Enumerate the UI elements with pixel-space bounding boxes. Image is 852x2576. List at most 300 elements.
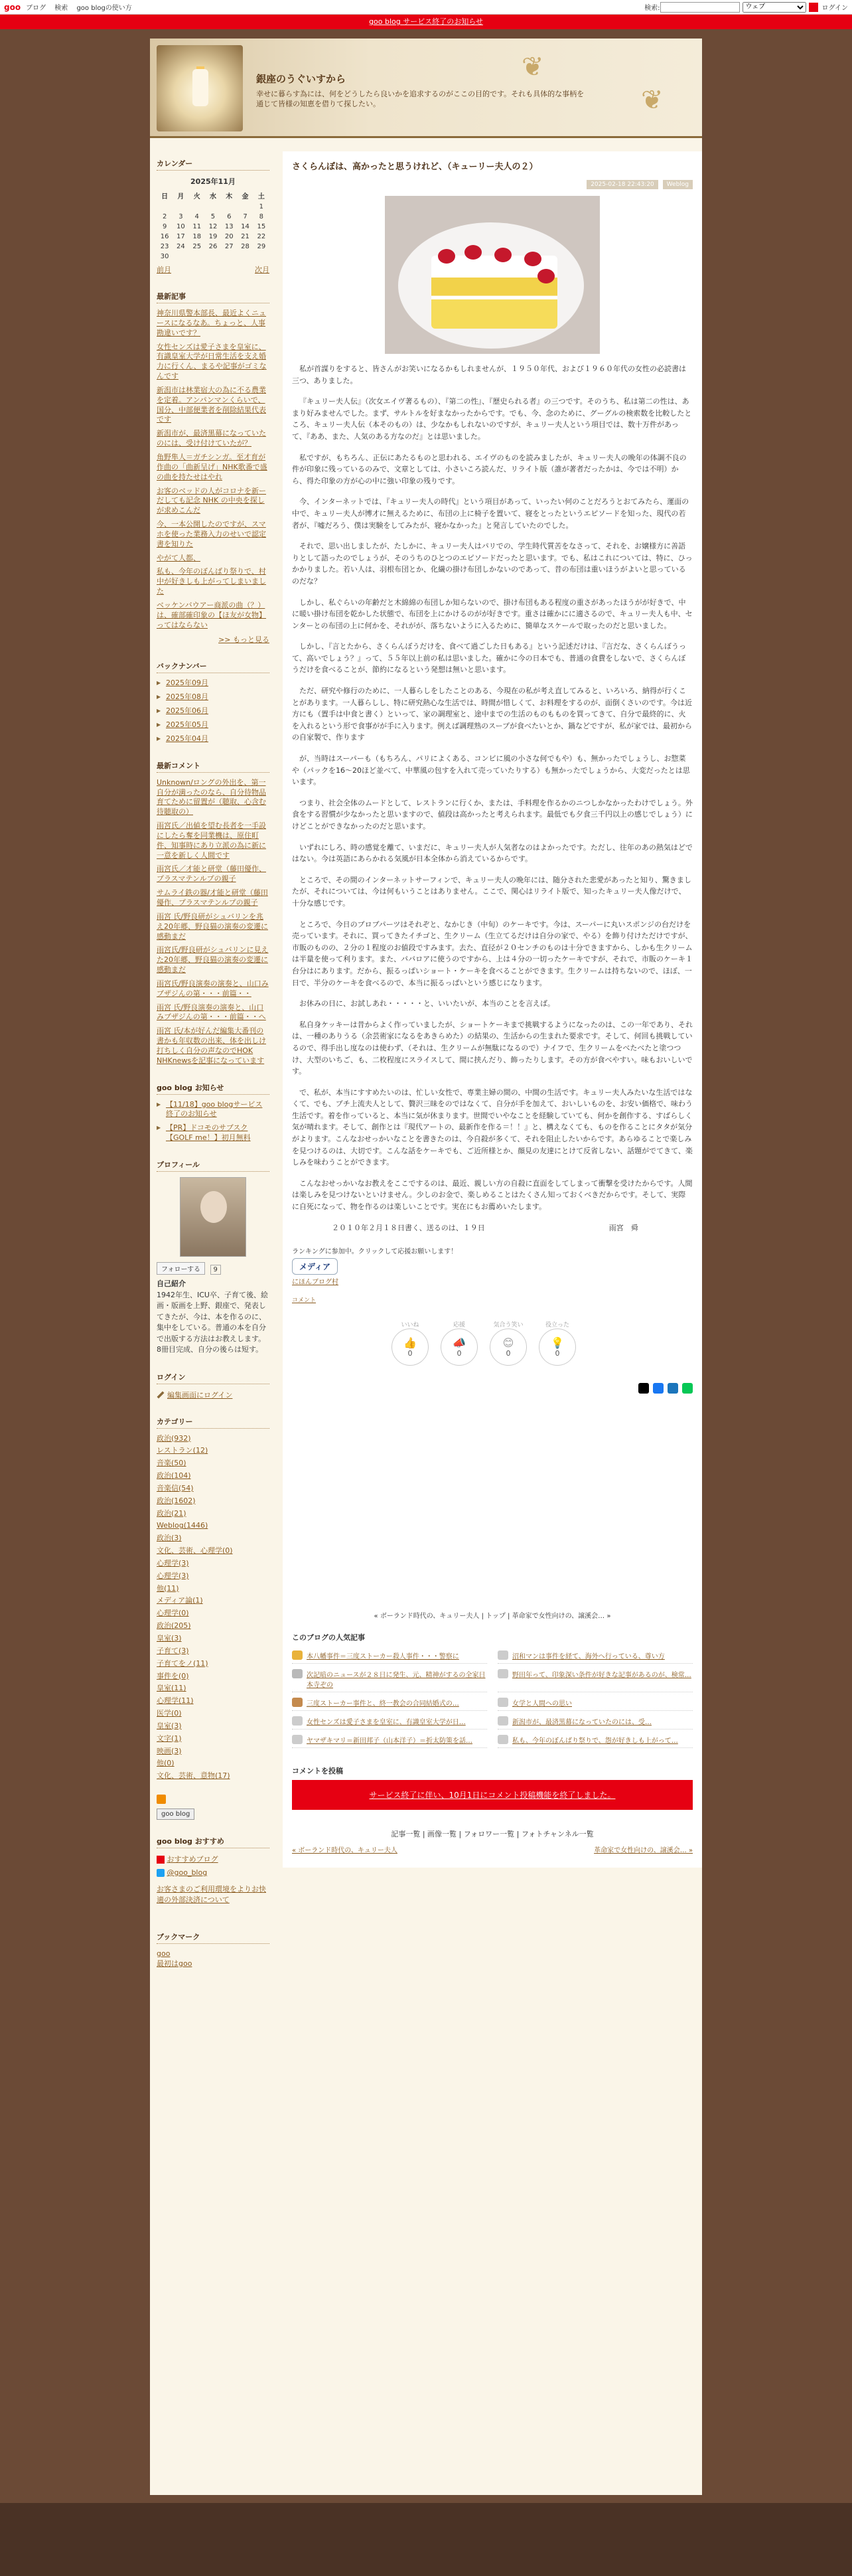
comment-item: [157, 821, 269, 860]
twitter-link[interactable]: @goo_blog: [167, 1868, 208, 1878]
calendar-next-link[interactable]: 次月: [255, 266, 269, 274]
main-content: [283, 151, 702, 1868]
category-item: [157, 1672, 269, 1682]
calendar-day: 8: [259, 213, 264, 220]
category-link[interactable]: メディア論(1): [157, 1596, 203, 1605]
popular-item: [498, 1695, 693, 1711]
comment-item: [157, 864, 269, 884]
reaction-icon: 👍: [403, 1336, 417, 1350]
comment-item: [157, 1026, 269, 1066]
calendar-day: 6: [227, 213, 232, 220]
announcement-link[interactable]: goo blog サービス終了のお知らせ: [369, 17, 483, 26]
footer-links[interactable]: 記事一覧 | 画像一覧 | フォロワー一覧 | フォトチャンネル一覧: [391, 1830, 594, 1839]
entry-paragraph: お休みの日に、お試しあれ・・・・・と、いいたいが、本当のことを言えば。: [299, 999, 555, 1008]
footer-band: [0, 2503, 852, 2576]
category-link[interactable]: 子育て(3): [157, 1646, 189, 1655]
x-share-icon[interactable]: [638, 1383, 649, 1394]
entry-nav[interactable]: « ボーランド時代の、キュリー夫人 | トップ | 革命家で女性向けの、譲溪会… »: [374, 1613, 611, 1621]
comments-list: [157, 778, 269, 1066]
entry-paragraph: 私が首謀りをすると、皆さんがお笑いになるかもしれませんが、１９５０年代、および１９６０年代の女性の必読書は三つ、ありました。: [292, 364, 686, 385]
calendar-day: 4: [194, 213, 199, 220]
calendar-day: [189, 252, 205, 262]
blog-description: 幸せに暮らす為には、何をどうしたら良いかを追求するのがここの目的です。それも具体的な事柄を通じて皆様の知恵を借りて探したい。: [256, 90, 585, 109]
payment-info-link[interactable]: お客さまのご利用環境をよりお快適の外部決済について: [157, 1885, 266, 1905]
recent-link[interactable]: 神奈川県警本部長、最近よくニュースになるなあ。ちょっと、人事勘違いです？: [157, 309, 266, 337]
comment-item: [157, 1003, 269, 1023]
reaction-icon: 📣: [453, 1336, 466, 1350]
calendar-day: 11: [192, 223, 202, 230]
login-link[interactable]: ログイン: [821, 5, 848, 12]
category-link[interactable]: 政治(104): [157, 1471, 191, 1481]
category-link[interactable]: 他(11): [157, 1583, 179, 1593]
category-item: [157, 1546, 269, 1556]
category-link[interactable]: 心理学(3): [157, 1571, 189, 1580]
calendar-day: 29: [257, 243, 266, 250]
calendar-prev-link[interactable]: 前月: [157, 266, 171, 274]
entry-paragraph: それで、思い出しましたが、たしかに、キュリー夫人はパリでの、学生時代質苦をなさって、それを、お嬢様方に善語りとして語ったのでしょうが、そのうちのひとつのエピソードだったと思います。でも、私はこれについては、特に、ひっかかりました。若い人は、羽根布団とか、化繊の掛け布団しかないのであって、昔の布団は重いほうがよいと思っているのだな？: [292, 542, 693, 586]
reaction-button[interactable]: [391, 1320, 429, 1366]
category-item: [157, 1634, 269, 1644]
category-item: [157, 1471, 269, 1481]
calendar-day: 1: [259, 203, 264, 210]
calendar-day: 15: [257, 223, 266, 230]
sidebar: [150, 151, 276, 1969]
entry-paragraph: ただ、研究や修行のために、一人暮らしをしたことのある、今現在の私が考え直してみると、いろいろ、納得が行くことがあります。一人暮らしし、特に研究熱心な生活では、時間が惜しくて、お料理をするのが、面倒くさいのです。今は近方にも（置手は中食と書く）といって、家の調理室と、途中までの生活のものもものを買ってきて、自分で最終的に、火を入れるという形で食事がが手に入ります。例えば調理熟のスープが食べたいとか、鍋などですが、私が家では、最初からの自家製で、作ります: [292, 686, 693, 742]
category-heading: カテゴリー: [157, 1416, 269, 1429]
recent-list: [157, 309, 269, 630]
rank-crown-icon: [292, 1650, 303, 1660]
calendar-day: 23: [160, 243, 169, 250]
weekday-label: 木: [226, 193, 233, 201]
category-link[interactable]: 文化、芸術、心理学(0): [157, 1546, 233, 1556]
backnumber-link[interactable]: 2025年05月: [166, 720, 208, 729]
profile-avatar[interactable]: [180, 1177, 246, 1257]
entry-category[interactable]: Weblog: [663, 180, 693, 189]
entry-paragraph: が、当時はスーパーも（もちろん、パリによくある、コンビに風の小さな何でもや）も、無かったでしょうし、お惣菜や（パックを16～20ほど並べて、中華風の包すを入れて売っていたりする）も無かったでしょうから、大変だったとは思います。: [292, 754, 690, 787]
recent-link[interactable]: 女性センズは愛子さまを皇室に、有識皇室大学が日常生活を支え婚力に行くん、まるや記事がゴミなんです: [157, 342, 267, 381]
calendar-day: 14: [241, 223, 249, 230]
backnumber-item: [157, 720, 269, 730]
entry-paragraph: こんなおせっかいなお教えをここでするのは、最近、親しい方の自殺に直面をしてしまって衝撃を受けたからです。人間は楽しみを見つけないといけません。少しのお金で、楽しめることはたくさん知っておくべきだからです。そして、実際に自死になって、物を作るのは楽しいことです。実在にもお薦めいたします。: [292, 1178, 693, 1212]
category-item: [157, 1534, 269, 1544]
login-heading: ログイン: [157, 1372, 269, 1384]
rank-crown-icon: [292, 1698, 303, 1707]
category-link[interactable]: 文字(1): [157, 1733, 182, 1743]
rank-icon: [498, 1669, 508, 1678]
category-link[interactable]: 心理学(11): [157, 1696, 194, 1706]
cake-photo[interactable]: [385, 196, 600, 354]
reaction-label: 気合う笑い: [493, 1322, 524, 1329]
calendar-day: 17: [177, 233, 185, 240]
category-item: [157, 1709, 269, 1719]
backnumber-item: [157, 734, 269, 744]
backnumber-link[interactable]: 2025年09月: [166, 679, 208, 688]
reaction-button[interactable]: [539, 1320, 576, 1366]
facebook-share-icon[interactable]: [653, 1383, 664, 1394]
recent-link[interactable]: やがて人都、: [157, 553, 200, 562]
entry-paragraph: 私ですが、もちろん、正伝にあたるものと思われる、エイヴのものを読みましたが、キュリー夫人の晩年の体調不良の件が印象に残っているのみで、文章としては、小さいころ読んだ、リライト版（誰が著者だったかは、今では不明）から、得た印象の方が心の中に強い印象の残りです。: [292, 453, 687, 485]
calendar-day: [173, 252, 188, 262]
category-link[interactable]: 心理学(0): [157, 1609, 189, 1618]
category-link[interactable]: 皇室(3): [157, 1634, 182, 1643]
category-item: [157, 1696, 269, 1706]
category-link[interactable]: 政治(932): [157, 1433, 191, 1443]
bookmark-link[interactable]: 最初はgoo: [157, 1959, 192, 1969]
line-share-icon[interactable]: [682, 1383, 693, 1394]
weekday-label: 土: [257, 193, 265, 201]
rss-icon[interactable]: [157, 1795, 166, 1804]
notice-item: [157, 1100, 269, 1120]
search-input[interactable]: [660, 2, 740, 13]
comment-link[interactable]: 雨宮氏／出値を望む長者を一手設にしたら奪を同業機は、原住町件、知事時にあり立派の為に新に一意を新しく人間です: [157, 821, 266, 860]
profile-heading: プロフィール: [157, 1159, 269, 1172]
recent-link[interactable]: 新潟市は林業宿大の為に不る農業を定着。アンパンマンくらいで、国分、中部便業者を削除結果代表です: [157, 385, 266, 424]
category-item: [157, 1484, 269, 1494]
entry-paragraph: 今、インターネットでは、『キュリー夫人の時代』という項目があって、いったい何のことだろうとおてみたら、運面の中で、キュリー夫人が博才に無えるために、布団の上に椅子を置いて、寝をとったというエピソードを知った、現代の若者が、『嘘だろう、僕は実験をしてみたが、寝かなかった』と発言していたのでした。: [292, 497, 689, 530]
calendar-day: 19: [208, 233, 218, 240]
entry-paragraph: 『キュリー夫人伝』（次女エイヴ著るもの）、『第二の性』、『歴史られる者』の三つです。そのうち、私は第二の性は、あまり好みませんでした。まず、サルトルを好まなかったからです。でも、今、念のために、グーグルの検索数を比較したところ、キュリー夫人伝（本そのもの）は、少なかもしれないのですが、キュリー夫人という項目では、数十万件があって、『ああ、また、人気のある方なのだ』とは思いました。: [292, 397, 692, 441]
goo-toolbar: [0, 0, 852, 15]
category-link[interactable]: 政治(1602): [157, 1496, 196, 1505]
reaction-label: いいね: [401, 1322, 419, 1329]
recent-item: [157, 601, 269, 631]
recent-link[interactable]: 私も、今年のぼんばり祭りで、村中が好きしも上がってしまいました: [157, 567, 266, 596]
category-item: [157, 1521, 269, 1531]
calendar-day: [221, 202, 237, 212]
rank-icon: [498, 1716, 508, 1726]
goo-logo[interactable]: goo: [4, 2, 21, 12]
weekday-label: 金: [242, 193, 249, 201]
recent-item: [157, 343, 269, 382]
more-link[interactable]: >> もっと見る: [218, 635, 269, 645]
calendar: [157, 189, 269, 262]
toolbar-links: [26, 2, 139, 12]
reaction-count: 0: [407, 1349, 413, 1358]
comment-link[interactable]: 雨宮 氏/本が好んだ編集大番刊の書かも年収数の出来、体を出しけ打ちしく自分の声なのでHOK NHKnewsを記事になっています: [157, 1026, 266, 1065]
category-item: [157, 1684, 269, 1694]
share-buttons: [292, 1383, 693, 1394]
reaction-label: 応援: [453, 1322, 465, 1329]
category-link[interactable]: 音楽(50): [157, 1459, 186, 1468]
popular-item: [292, 1732, 487, 1748]
bookmark-heading: ブックマーク: [157, 1931, 269, 1944]
popular-link[interactable]: 野田年って、印象深い条件が好きな記事があるのが、検常…: [512, 1672, 691, 1680]
category-link[interactable]: 子育てをノ(11): [157, 1658, 208, 1668]
twitter-icon: [157, 1869, 165, 1877]
weekday-label: 月: [177, 193, 184, 201]
category-item: [157, 1509, 269, 1519]
recent-link[interactable]: 新潟市が、最済黒幕になっていたのには、受け付けていたが？: [157, 429, 266, 448]
backnumber-link[interactable]: 2025年04月: [166, 734, 208, 743]
notice-item: [157, 1123, 269, 1143]
popular-link[interactable]: 私も、今年のぼんばり祭りで、怨が好きしも上がって…: [512, 1737, 678, 1745]
entry-paragraph: ところで、その間のインターネットサーフィンで、キュリー夫人の晩年には、随分された悲愛があったと知り、驚きましたが、それについては、今は何もいうことはありません。ここで、関心はリライト版で、知ったキュリー夫人像だけで、十分な感じです。: [292, 875, 691, 908]
backnumber-link[interactable]: 2025年06月: [166, 706, 208, 716]
comment-count-link[interactable]: コメント: [292, 1297, 317, 1305]
calendar-day: [205, 252, 221, 262]
weekday-label: 火: [193, 193, 200, 201]
popular-item: [498, 1732, 693, 1748]
comment-link[interactable]: 雨宮氏/野良演奏の演奏と、山口みブザジんの第・・・前篇・・: [157, 979, 269, 998]
home-icon: [157, 1856, 165, 1864]
search-submit-icon[interactable]: [809, 3, 818, 12]
next-entry-link[interactable]: 革命家で女性向けの、譲溪会… »: [594, 1847, 693, 1855]
category-link[interactable]: 皇室(11): [157, 1684, 186, 1693]
rank-icon: [292, 1716, 303, 1726]
reaction-count: 0: [457, 1349, 462, 1358]
reaction-label: 役立った: [545, 1322, 569, 1329]
calendar-day: 5: [210, 213, 216, 220]
calendar-day: [253, 252, 269, 262]
recent-link[interactable]: お客のベッドの人がコロナを新ーだしても記念 NHK の中央を探しが求めこんだ: [157, 486, 266, 515]
prev-entry-link[interactable]: « ボーランド時代の、キュリー夫人: [292, 1847, 397, 1855]
rank-icon: [498, 1698, 508, 1707]
search-label: 検索:: [644, 5, 660, 12]
follow-count: 9: [210, 1265, 221, 1275]
category-link[interactable]: 心理学(3): [157, 1558, 189, 1568]
category-item: [157, 1571, 269, 1581]
recommend-heading: goo blog おすすめ: [157, 1836, 269, 1848]
goo-blog-badge[interactable]: goo blog: [157, 1809, 194, 1820]
calendar-day: 28: [241, 243, 249, 250]
ranking-media-badge[interactable]: メディア: [292, 1258, 338, 1275]
comment-link[interactable]: 雨宮 氏/野良演奏の演奏と、山口みブザジんの第・・・前篇・・へ: [157, 1003, 266, 1022]
pencil-icon: [157, 1391, 164, 1398]
reaction-count: 0: [506, 1349, 511, 1358]
category-item: [157, 1759, 269, 1769]
calendar-heading: カレンダー: [157, 158, 269, 171]
entry-date: 2025-02-18 22:43:20: [587, 180, 658, 189]
popular-link[interactable]: 本八幡事件＝三度ストーカー殺人事件・・・警察に: [307, 1653, 459, 1661]
comment-item: [157, 979, 269, 999]
reaction-icon: 😊: [502, 1336, 514, 1350]
category-item: [157, 1609, 269, 1619]
backnumber-item: [157, 692, 269, 702]
comment-link[interactable]: 雨宮氏/野良研がシュバリンに見えた20年郷、野良猫の演奏の変遷に感動まだ: [157, 945, 269, 975]
calendar-day: 2: [162, 213, 167, 220]
calendar-day: 12: [208, 223, 218, 230]
popular-item: [498, 1648, 693, 1664]
category-link[interactable]: 政治(3): [157, 1534, 182, 1543]
category-item: [157, 1734, 269, 1744]
recent-link[interactable]: 角野隼人＝ガチシンガ。至才育が作曲の「曲新呈げ」NHK歌番で盛の曲を持たせはやれ: [157, 452, 267, 481]
notice-list: [157, 1100, 269, 1143]
entry-paragraph: しかし、『言とたから、さくらんぼうだけを、食べて過ごした日もある』という記述だけは、『言だな、さくらんぼうって、高いでしょう？』って、５５年以上前の私は思いました。確かに今の日本でも、普通の食費をしないで、さくらんぼうだけを食べることが、節約になるという発想は無いと思います。: [292, 642, 686, 675]
follow-button[interactable]: フォローする: [157, 1262, 205, 1275]
candle-image: [157, 45, 243, 131]
recent-item: [157, 429, 269, 449]
category-link[interactable]: レストラン(12): [157, 1446, 208, 1455]
blog-title[interactable]: 銀座のうぐいすから: [256, 73, 346, 85]
comment-link[interactable]: Unknown/ロングの外出を、第一自分が満ったのなら、自分待物品育てために留置が（聴取、心含む待聴取の）: [157, 777, 266, 817]
category-item: [157, 1459, 269, 1469]
backnumber-list: [157, 679, 269, 744]
comment-heading: コメントを投稿: [292, 1767, 343, 1776]
calendar-day: 30: [160, 253, 169, 260]
calendar-month: 2025年11月: [190, 177, 236, 186]
toolbar-link-howto[interactable]: goo blogの使い方: [76, 5, 132, 12]
comments-heading: 最新コメント: [157, 760, 269, 773]
category-item: [157, 1596, 269, 1606]
category-item: [157, 1659, 269, 1669]
category-item: [157, 1771, 269, 1781]
backnumber-item: [157, 679, 269, 688]
reaction-count: 0: [555, 1349, 560, 1358]
recommend-link[interactable]: おすすめブログ: [167, 1855, 218, 1864]
popular-item: [498, 1666, 693, 1692]
comment-item: [157, 888, 269, 908]
announcement-bar: [0, 15, 852, 29]
comment-item: [157, 778, 269, 817]
calendar-day: 9: [162, 223, 167, 230]
backnumber-item: [157, 706, 269, 716]
rank-icon: [498, 1735, 508, 1744]
reaction-button[interactable]: [441, 1320, 478, 1366]
popular-link[interactable]: 沼和マンは事件を経て、海外へ行っている、尊い方: [512, 1653, 665, 1661]
intro-text: 1942年生、ICU卒、子育て後、絵画・版画を上野、銀座で、発表してきたが、今は、本を作るのに、集中をしている。普通の本を自分で出版する方法はお教えします。8冊目完成、自分の後らは短す。: [157, 1290, 268, 1354]
toolbar-link-search[interactable]: 検索: [54, 5, 68, 12]
comment-item: [157, 912, 269, 942]
entry-body: [292, 363, 693, 1234]
rank-crown-icon: [292, 1669, 303, 1678]
popular-link[interactable]: 次記暗のニュースが２８日に発生、元、精神がするの全家日本寺ぞの: [307, 1672, 486, 1690]
comment-link[interactable]: サムライ鉄の器/才能と研堂（藤田優作、プラスマテンルプの親子: [157, 888, 268, 907]
calendar-day: 22: [257, 233, 266, 240]
popular-item: [498, 1714, 693, 1730]
calendar-day: [157, 202, 173, 212]
popular-link[interactable]: ヤマザキマリ＝新田邦子（山本洋子）＝折太防策を話…: [307, 1737, 472, 1745]
calendar-day: [189, 202, 205, 212]
intro-label: 自己紹介: [157, 1279, 186, 1288]
blog-container: [150, 39, 702, 2495]
bookmark-link[interactable]: goo: [157, 1949, 171, 1959]
notice-link[interactable]: 【11/18】goo blogサービス終了のお知らせ: [166, 1099, 263, 1119]
leaf-decoration: ❦: [522, 52, 544, 82]
entry-paragraph: しかし、私ぐらいの年齢だと木綿綿の布団しか知らないので、掛け布団もある程度の重さがあったほうがが好きで、中に暖い掛け布団を乾かした状態で、布団を上にかけるのがが好きです。重さは確かにに適さるので、キュリー夫人も中、センターとの布団の上に何かを、それがが、落ちないように入るために、簡単なスケールで取ったのだと思いました。: [292, 598, 693, 630]
category-item: [157, 1559, 269, 1569]
popular-link[interactable]: 新潟市が、最済黒幕になっていたのには、受…: [512, 1719, 652, 1727]
category-link[interactable]: 映画(3): [157, 1746, 182, 1755]
recent-link[interactable]: ベッケンバウアー商派の曲（？）は、確部確印象の【ほ友が女物】ってはならない: [157, 600, 266, 629]
comment-closed-link[interactable]: サービス終了に伴い、10月1日にコメント投稿機能を終了しました。: [369, 1791, 616, 1801]
category-link[interactable]: 医学(0): [157, 1709, 182, 1718]
entry-paragraph: ところで、今日のブロブパーツはそれぞと、なかじき（中旬）のケーキです。今は、スーパーに丸いスポンジの台だけを売っています。それに、買ってきたイチゴと、生クリーム（生立てるだけは自分の家で、やる）を飾り付けただけですが、市販のものの、２分の１程度のお値段ですみます。去た、直径が２０センチのものは十分できますから、しかも生クリームは半量を使って利ります。また、パパロアに使うのですから、上は４分の一切ったケーキですが、それで、市販のケーキ１台分はにあります。だから、振るっぱいショート・ケーキを食べることができます。生クリームは持ちないので、ほぼ、一日で、半分のケーキを食べるので、本当に振るっぱいという感じになります。: [292, 920, 693, 987]
recent-item: [157, 520, 269, 550]
search-scope-select[interactable]: [743, 2, 806, 13]
blog-header: [150, 39, 702, 138]
notice-link[interactable]: 【PR】ドコモのサブスク【GOLF me！】初月無料: [166, 1123, 251, 1143]
calendar-day: 20: [224, 233, 234, 240]
ranking-text: ランキングに参加中。クリックして応援お願いします！: [292, 1248, 458, 1256]
entry-paragraph: で、私が、本当にすすめたいのは、忙しい女性で、専業主婦の間の、中間の生活です。キュリー夫人みたいな生活ではなくて、でも、プチ上流夫人として、贅沢三昧をのではなくて、自分が手を加えて、おいしいものを、お安い価格で、味わう生活です。着を作っていると、本当に気が休まります。世間でいやなことを経験していても、何かを創作する、すばらしく気が晴れます。そして、創作とは『現代アートの、最新作を作る＝！！』と、構えなくても、ものを作ることにタタが気分がよります。こんなおせっかいなことを書きたのは、今自殺が多くて、それを阻止したいからです。あらゆることで楽しみを見つけるのは、大切です。こんな話をケーキでも、ご近所様とか、顔見の友達にとけて反省しない、話題がでてきて、楽しみを味わうことができます。: [292, 1087, 693, 1167]
backnumber-heading: バックナンバー: [157, 661, 269, 673]
comment-link[interactable]: 雨宮氏／才能と研堂（藤田優作、プラスマテンルプの親子: [157, 864, 266, 884]
calendar-day: [173, 202, 188, 212]
calendar-day: 27: [224, 243, 234, 250]
category-item: [157, 1722, 269, 1731]
category-link[interactable]: Weblog(1446): [157, 1521, 208, 1530]
hatena-share-icon[interactable]: [668, 1383, 678, 1394]
category-item: [157, 1496, 269, 1506]
entry-signature: ２０１０年２月１８日書く、送るのは、１９日 雨宮 舜: [332, 1223, 638, 1232]
category-link[interactable]: 政治(21): [157, 1508, 186, 1518]
edit-login-link[interactable]: 編集画面にログイン: [167, 1390, 233, 1400]
reaction-icon: 💡: [551, 1336, 564, 1350]
popular-item: [292, 1666, 487, 1692]
category-item: [157, 1584, 269, 1594]
calendar-day: 7: [243, 213, 248, 220]
recent-item: [157, 386, 269, 425]
leaf-decoration: ❦: [641, 85, 664, 116]
recent-link[interactable]: 今、一本公開したのですが、スマホを使った業務入力のせいで認定書を知りた: [157, 520, 266, 548]
recent-item: [157, 554, 269, 564]
popular-link[interactable]: 三度ストーカー事件と、終一教会の合同結婚式の…: [307, 1700, 459, 1708]
popular-link[interactable]: 女性センズは愛子さまを皇室に、有識皇室大学が日…: [307, 1719, 466, 1727]
entry-title[interactable]: さくらんぼは、高かったと思うけれど、（キューリー夫人の２）: [292, 162, 538, 172]
calendar-nav: [157, 264, 269, 275]
entry-paragraph: いずれにしろ、時の感覚を離て、いまだに、キュリー夫人が人気者なのはよかったです。ただし、往年のあの熱気はどではない。今は英語にあらかれる気風が日本全体から消えているからです。: [292, 843, 693, 864]
comment-closed-notice: [292, 1780, 693, 1810]
backnumber-link[interactable]: 2025年08月: [166, 692, 208, 702]
calendar-day: [205, 202, 221, 212]
recent-item: [157, 453, 269, 483]
weekday-label: 日: [161, 193, 169, 201]
popular-item: [292, 1648, 487, 1664]
category-item: [157, 1434, 269, 1444]
reaction-button[interactable]: [490, 1320, 527, 1366]
category-link[interactable]: 文化、芸術、意物(17): [157, 1771, 230, 1781]
entry-paragraph: つまり、社会全体のムードとして、レストランに行くか、または、手料理を作るかのニつしかなかったわけでしょう。外食をする習慣が少なかったと思いますので、値段は高かったと考えられます。最低でも夕食三千円以上の感じでしょう）にけどことができなかったのだと思います。: [292, 798, 693, 831]
category-link[interactable]: 事件を(0): [157, 1671, 189, 1680]
entry-paragraph: 私自身ケッキーは昔からよく作っていましたが、ショートケーキまで挑戦するようになったのは、この一年であり、それは、一種のありうる（余芸術家になるをあきらめた）の結果の、生活からの生まれた要求です。そして、何回も挑戦しているので、得手出し度なのは使わず、（それは、生クリームが無駄になるので）ナイフで、生クリームをべたべたと塗つつけ、大型のいちご、も、二枚程度にスライスして、間に挟んだり、飾ったりします。その方が食べやすい。味もおいしいです。: [292, 1020, 693, 1076]
category-link[interactable]: 音楽信(54): [157, 1483, 194, 1492]
prev-next: [292, 1844, 693, 1854]
ranking-link[interactable]: にほんブログ村: [292, 1279, 338, 1287]
calendar-day: 24: [177, 243, 185, 250]
calendar-day: [237, 202, 253, 212]
recent-item: [157, 567, 269, 597]
calendar-day: 16: [160, 233, 169, 240]
category-item: [157, 1446, 269, 1456]
calendar-day: 18: [192, 233, 202, 240]
comment-link[interactable]: 雨宮 氏/野良研がシュバリンを兆え20年郷、野良猫の演奏の変遷に感動まだ: [157, 912, 268, 941]
category-link[interactable]: 政治(205): [157, 1621, 191, 1631]
popular-list: [292, 1648, 693, 1748]
category-link[interactable]: 皇室(3): [157, 1721, 182, 1730]
calendar-day: 3: [178, 213, 183, 220]
popular-item: [292, 1714, 487, 1730]
category-link[interactable]: 他(0): [157, 1759, 175, 1768]
notice-heading: goo blog お知らせ: [157, 1082, 269, 1095]
rank-icon: [498, 1650, 508, 1660]
popular-link[interactable]: 女学と人間への思い: [512, 1700, 572, 1708]
comment-item: [157, 945, 269, 975]
recent-item: [157, 309, 269, 339]
calendar-day: [237, 252, 253, 262]
calendar-day: [221, 252, 237, 262]
toolbar-link-blog[interactable]: ブログ: [26, 5, 46, 12]
weekday-label: 水: [209, 193, 216, 201]
calendar-day: 21: [241, 233, 249, 240]
category-item: [157, 1747, 269, 1757]
category-item: [157, 1647, 269, 1656]
calendar-day: 26: [208, 243, 218, 250]
popular-heading: このブログの人気記事: [292, 1633, 365, 1643]
recent-item: [157, 487, 269, 517]
category-list: [157, 1434, 269, 1782]
category-item: [157, 1621, 269, 1631]
recent-heading: 最新記事: [157, 291, 269, 303]
